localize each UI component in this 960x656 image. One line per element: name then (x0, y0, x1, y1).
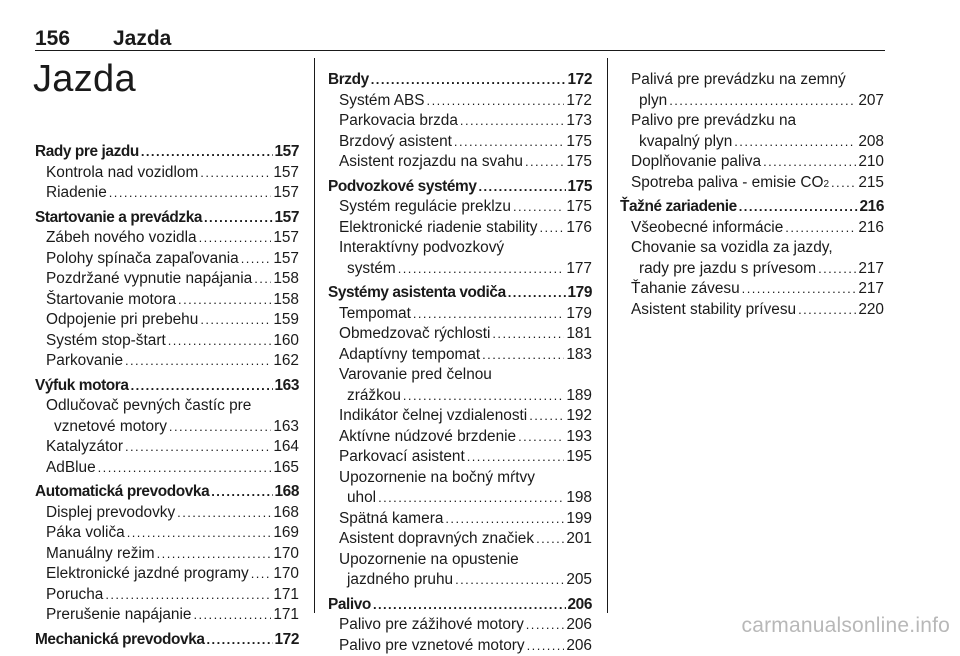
toc-page-number: 175 (566, 198, 592, 215)
toc-page-number: 208 (858, 132, 884, 150)
toc-entry-title: Elektronické jazdné programy (46, 565, 249, 582)
toc-section-entry[interactable] (35, 629, 299, 650)
toc-entry-title: Interaktívny podvozkový (339, 239, 505, 256)
dot-leader (105, 584, 271, 605)
toc-entry-title: Chovanie sa vozidla za jazdy, (631, 239, 833, 256)
toc-entry-title: Startovanie a prevádzka (35, 208, 203, 226)
toc-entry-title: Brzdový asistent (339, 132, 452, 150)
toc-entry[interactable] (620, 258, 884, 279)
chapter-title: Jazda (33, 58, 136, 100)
toc-entry-title: Palivo pre prevádzku na (631, 112, 797, 129)
toc-entry-title: Elektronické riadenie stability (339, 218, 538, 236)
toc-entry-title: rady pre jazdu s prívesom (639, 259, 817, 277)
toc-page-number: 207 (858, 91, 884, 109)
toc-entry[interactable] (35, 436, 299, 457)
toc-entry-title: Zábeh nového vozidla (46, 229, 197, 246)
toc-entry[interactable] (328, 344, 592, 365)
toc-entry[interactable] (328, 323, 592, 344)
toc-entry-title: Systém stop-štart (46, 331, 166, 349)
dot-leader (199, 227, 272, 248)
dot-leader (460, 110, 564, 131)
dot-leader (427, 90, 565, 111)
toc-page-number: 157 (274, 143, 299, 160)
toc-page-number: 198 (566, 489, 592, 506)
toc-entry-title: kvapalný plyn (639, 132, 733, 150)
toc-section-entry[interactable] (35, 207, 299, 228)
toc-entry-title: Palivo pre vznetové motory (339, 636, 525, 654)
toc-page-number: 183 (566, 345, 592, 363)
toc-page-number: 175 (567, 177, 592, 195)
toc-page-number: 189 (566, 386, 592, 404)
dot-leader (734, 131, 856, 152)
toc-page-number: 201 (566, 530, 592, 547)
toc-section-entry[interactable] (328, 176, 592, 197)
dot-leader (373, 594, 566, 615)
dot-leader (98, 457, 272, 478)
dot-leader (193, 604, 271, 625)
dot-leader (403, 385, 564, 406)
toc-entry[interactable] (35, 350, 299, 371)
toc-section-entry[interactable] (35, 375, 299, 396)
dot-leader (831, 172, 856, 193)
toc-page-number: 177 (566, 259, 592, 277)
toc-entry-title: Doplňovanie paliva (631, 153, 762, 170)
toc-entry-title: Asistent stability prívesu (631, 300, 797, 318)
toc-page-number: 172 (566, 91, 592, 109)
toc-entry-title: Palivá pre prevádzku na zemný (631, 71, 846, 88)
toc-page-number: 173 (566, 112, 592, 129)
dot-leader (518, 426, 564, 447)
toc-entry-title: Spotreba paliva - emisie CO (631, 173, 824, 191)
toc-entry-title: Manuálny režim (46, 544, 155, 562)
toc-entry-title: Páka voliča (46, 524, 125, 541)
dot-leader (482, 344, 564, 365)
toc-entry-title: Spätná kamera (339, 509, 444, 527)
toc-entry[interactable] (35, 162, 299, 183)
toc-entry-title: Parkovanie (46, 352, 123, 369)
toc-entry-title: Tempomat (339, 304, 411, 322)
toc-entry[interactable] (35, 330, 299, 351)
toc-entry[interactable] (328, 614, 592, 635)
dot-leader (398, 258, 565, 279)
dot-leader (536, 528, 564, 549)
toc-entry[interactable] (35, 416, 299, 437)
toc-section-entry[interactable] (35, 141, 299, 162)
toc-page-number: 216 (858, 218, 884, 236)
dot-leader (207, 629, 273, 650)
toc-page-number: 157 (273, 163, 299, 181)
dot-leader (785, 217, 856, 238)
dot-leader (763, 151, 856, 172)
dot-leader (204, 207, 272, 228)
toc-entry[interactable] (35, 604, 299, 625)
toc-entry-title: Parkovacia brzda (339, 112, 458, 129)
toc-entry[interactable] (328, 131, 592, 152)
toc-page-number: 160 (273, 331, 299, 349)
toc-page-number: 217 (858, 259, 884, 277)
toc-entry-title: Ťažné zariadenie (620, 198, 737, 215)
toc-page-number: 205 (566, 571, 592, 588)
toc-entry-title: Indikátor čelnej vzdialenosti (339, 407, 528, 424)
toc-entry[interactable] (620, 217, 884, 238)
toc-entry-title: Podvozkové systémy (328, 177, 477, 195)
toc-entry[interactable] (35, 227, 299, 248)
toc-page-number: 158 (273, 270, 299, 287)
dot-leader (445, 508, 564, 529)
toc-entry[interactable] (35, 543, 299, 564)
dot-leader (508, 282, 566, 303)
toc-entry-title: Pozdržané vypnutie napájania (46, 270, 253, 287)
toc-entry[interactable] (328, 446, 592, 467)
toc-entry-title: Upozornenie na bočný mŕtvy (339, 468, 535, 486)
dot-leader (200, 162, 271, 183)
toc-entry[interactable] (35, 584, 299, 605)
toc-entry[interactable] (35, 289, 299, 310)
dot-leader (525, 151, 564, 172)
toc-entry-title: zrážkou (347, 386, 401, 404)
dot-leader (251, 563, 272, 584)
dot-leader (818, 258, 856, 279)
toc-entry-title: Štartovanie motora (46, 290, 177, 308)
toc-page-number: 159 (273, 311, 299, 328)
dot-leader (109, 182, 272, 203)
dot-leader (455, 569, 564, 590)
toc-page-number: 215 (858, 173, 884, 191)
dot-leader (413, 303, 564, 324)
toc-entry-title: uhol (347, 489, 377, 506)
toc-entry-title: Asistent rozjazdu na svahu (339, 153, 523, 170)
toc-entry[interactable] (328, 549, 592, 570)
toc-page-number: 195 (566, 448, 592, 465)
toc-entry-title: Rady pre jazdu (35, 143, 139, 160)
toc-page-number: 172 (274, 630, 299, 648)
toc-entry[interactable] (35, 309, 299, 330)
toc-page-number: 168 (274, 483, 299, 500)
toc-entry-title: Automatická prevodovka (35, 483, 210, 500)
toc-entry-title: Adaptívny tempomat (339, 345, 481, 363)
dot-leader (378, 487, 564, 508)
dot-leader (467, 446, 565, 467)
watermark-text: carmanualsonline.info (741, 614, 950, 637)
toc-entry[interactable] (328, 467, 592, 488)
toc-page-number: 206 (566, 636, 592, 654)
toc-entry[interactable] (328, 569, 592, 590)
toc-entry[interactable] (328, 426, 592, 447)
dot-leader (742, 278, 857, 299)
toc-page-number: 158 (273, 290, 299, 308)
dot-leader (178, 289, 271, 310)
dot-leader (739, 196, 858, 217)
toc-entry[interactable] (328, 196, 592, 217)
toc-entry-title: Porucha (46, 585, 104, 603)
toc-entry-title: Systém ABS (339, 91, 425, 109)
dot-leader (492, 323, 564, 344)
toc-page-number: 169 (273, 524, 299, 541)
toc-entry-title: Palivo pre zážihové motory (339, 616, 524, 633)
toc-page-number: 179 (566, 304, 592, 322)
page-header (35, 27, 915, 51)
toc-entry-title: Palivo (328, 595, 371, 613)
toc-entry[interactable] (328, 217, 592, 238)
toc-entry[interactable] (328, 487, 592, 508)
toc-page-number: 206 (567, 595, 592, 613)
toc-page-number: 168 (273, 503, 299, 521)
dot-leader (141, 141, 273, 162)
dot-leader (125, 436, 271, 457)
toc-entry[interactable] (35, 268, 299, 289)
toc-page-number: 217 (858, 280, 884, 297)
toc-entry[interactable]: Spotreba paliva - emisie CO 2 . . . 215 (620, 172, 884, 193)
dot-leader (798, 299, 856, 320)
dot-leader (211, 481, 272, 502)
dot-leader (527, 635, 565, 656)
toc-entry-title: Aktívne núdzové brzdenie (339, 427, 517, 445)
toc-entry-title: Mechanická prevodovka (35, 630, 205, 648)
toc-entry[interactable] (328, 635, 592, 656)
toc-page-number: 216 (859, 198, 884, 215)
toc-entry[interactable] (35, 395, 299, 416)
toc-page-number: 171 (273, 585, 299, 603)
toc-entry-title: jazdného pruhu (347, 571, 454, 588)
toc-entry[interactable] (620, 299, 884, 320)
toc-entry-title: Systémy asistenta vodiča (328, 284, 506, 301)
toc-entry[interactable] (328, 303, 592, 324)
toc-entry-title: plyn (639, 91, 668, 109)
toc-entry[interactable] (328, 151, 592, 172)
toc-page-number: 157 (274, 208, 299, 226)
dot-leader (539, 217, 564, 238)
dot-leader (168, 330, 272, 351)
toc-entry-title: systém (347, 259, 396, 277)
toc-entry[interactable] (35, 182, 299, 203)
toc-entry-title: Systém regulácie preklzu (339, 198, 511, 215)
toc-entry[interactable] (328, 364, 592, 385)
toc-entry-title: Obmedzovač rýchlosti (339, 325, 491, 342)
dot-leader (254, 268, 271, 289)
toc-entry[interactable] (35, 502, 299, 523)
dot-leader (513, 196, 564, 217)
toc-page-number: 171 (273, 606, 299, 623)
toc-page-number: 210 (858, 153, 884, 170)
toc-page-number: 220 (858, 300, 884, 318)
toc-entry[interactable] (328, 385, 592, 406)
toc-section-entry[interactable] (35, 481, 299, 502)
toc-section-entry[interactable] (328, 69, 592, 90)
toc-page-number: 192 (566, 407, 592, 424)
toc-page-number: 193 (566, 427, 592, 445)
dot-leader (200, 309, 271, 330)
toc-page-number: 170 (273, 565, 299, 582)
column-divider (607, 58, 608, 613)
toc-entry-title: Upozornenie na opustenie (339, 550, 519, 568)
toc-page-number: 164 (273, 438, 299, 455)
toc-page-number: 157 (273, 184, 299, 201)
toc-section-entry[interactable] (328, 594, 592, 615)
dot-leader (241, 248, 272, 269)
toc-entry[interactable] (620, 69, 884, 90)
header-rule (35, 50, 885, 51)
dot-leader (669, 90, 856, 111)
toc-entry[interactable] (620, 110, 884, 131)
toc-entry-title: Polohy spínača zapaľovania (46, 249, 239, 267)
toc-entry-title: Katalyzátor (46, 438, 123, 455)
toc-entry-title: vznetové motory (54, 417, 167, 435)
toc-entry-title: Odpojenie pri prebehu (46, 311, 199, 328)
toc-entry-title: AdBlue (46, 458, 96, 476)
dot-leader (526, 614, 565, 635)
toc-entry[interactable] (328, 90, 592, 111)
toc-entry[interactable] (620, 90, 884, 111)
column-divider (314, 58, 315, 613)
dot-leader (177, 502, 271, 523)
toc-page-number: 170 (273, 544, 299, 562)
toc-entry[interactable] (620, 131, 884, 152)
toc-entry-title: Kontrola nad vozidlom (46, 163, 199, 181)
toc-page-number: 163 (273, 417, 299, 435)
toc-page-number: 175 (566, 153, 592, 170)
toc-entry[interactable] (328, 237, 592, 258)
toc-section-entry[interactable] (328, 282, 592, 303)
toc-entry-title: Odlučovač pevných častíc pre (46, 397, 252, 414)
page-number: 156 (35, 27, 71, 50)
toc-page-number: 175 (566, 132, 592, 150)
toc-entry[interactable] (35, 248, 299, 269)
toc-page-number: 165 (273, 458, 299, 476)
toc-page-number: 179 (567, 284, 592, 301)
toc-entry[interactable] (620, 151, 884, 172)
dot-leader (169, 416, 271, 437)
dot-leader (127, 522, 272, 543)
toc-page-number: 199 (566, 509, 592, 527)
toc-entry[interactable] (328, 528, 592, 549)
toc-entry[interactable] (35, 522, 299, 543)
toc-entry[interactable] (35, 563, 299, 584)
toc-page-number: 163 (274, 376, 299, 394)
toc-entry[interactable] (620, 237, 884, 258)
dot-leader (371, 69, 566, 90)
dot-leader (529, 405, 564, 426)
toc-entry-title: Riadenie (46, 184, 107, 201)
toc-page-number: 172 (567, 71, 592, 88)
toc-entry-title: Displej prevodovky (46, 503, 176, 521)
running-header-title: Jazda (113, 27, 172, 50)
toc-entry-title: Brzdy (328, 71, 369, 88)
dot-leader (125, 350, 271, 371)
toc-entry[interactable] (620, 278, 884, 299)
toc-entry[interactable] (328, 508, 592, 529)
dot-leader (454, 131, 564, 152)
dot-leader (479, 176, 566, 197)
dot-leader (131, 375, 273, 396)
toc-page-number: 162 (273, 352, 299, 369)
toc-entry[interactable] (328, 110, 592, 131)
toc-page-number: 176 (566, 218, 592, 236)
toc-entry-title: Výfuk motora (35, 376, 129, 394)
toc-page-number: 206 (566, 616, 592, 633)
dot-leader (157, 543, 272, 564)
toc-entry-title: Prerušenie napájanie (46, 606, 192, 623)
toc-entry[interactable] (328, 258, 592, 279)
toc-section-entry[interactable] (620, 196, 884, 217)
toc-entry-title: Parkovací asistent (339, 448, 465, 465)
toc-page-number: 157 (273, 229, 299, 246)
toc-entry-title: Asistent dopravných značiek (339, 530, 535, 547)
toc-entry-title: Varovanie pred čelnou (339, 366, 492, 383)
toc-entry-title: Ťahanie závesu (631, 280, 740, 297)
toc-page-number: 181 (566, 325, 592, 342)
toc-entry[interactable] (328, 405, 592, 426)
toc-entry[interactable] (35, 457, 299, 478)
toc-page-number: 157 (273, 249, 299, 267)
toc-entry-title: Všeobecné informácie (631, 218, 784, 236)
